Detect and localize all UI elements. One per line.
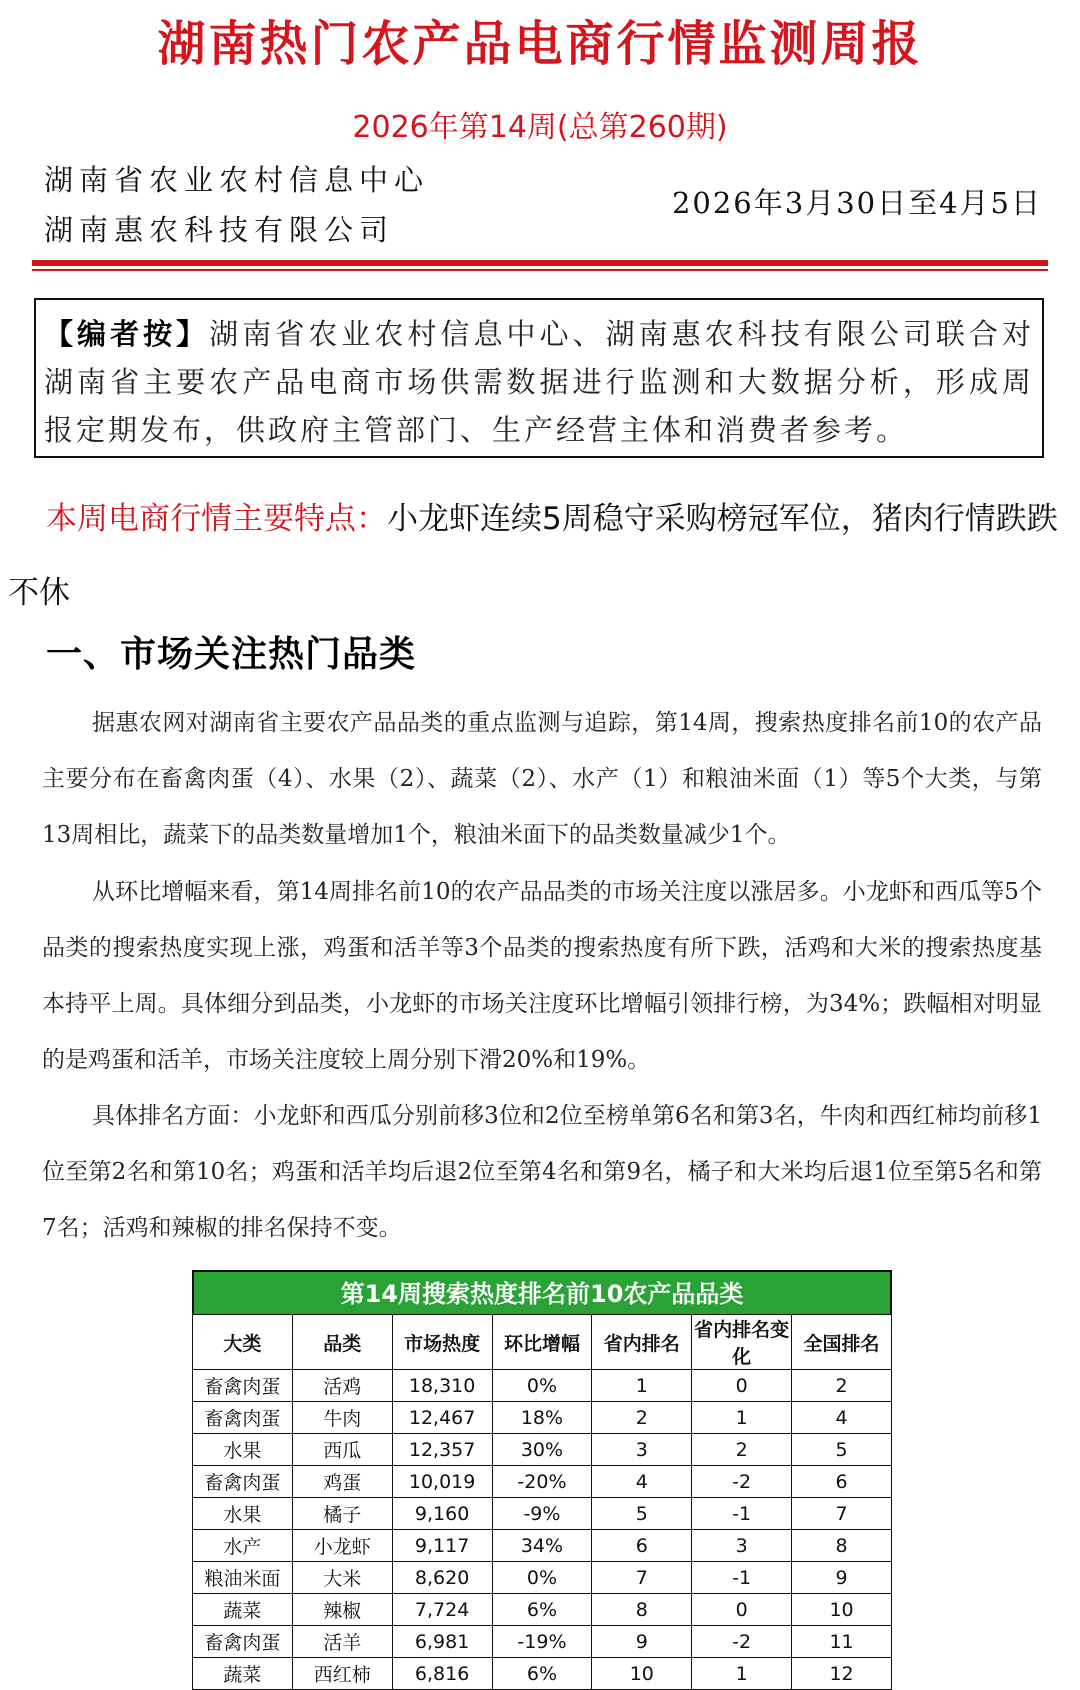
table-row [193,1658,892,1690]
table-cell: 6,981 [392,1626,492,1658]
table-cell: 2 [692,1434,792,1466]
table-cell: 1 [692,1402,792,1434]
date-range: 2026年3月30日至4月5日 [671,186,1042,220]
section-heading: 一、市场关注热门品类 [46,634,417,675]
table-cell: 粮油米面 [193,1562,293,1594]
table-header-row [193,1315,892,1370]
table-cell: 10,019 [392,1466,492,1498]
header-divider-thin [32,269,1048,271]
table-cell: 18,310 [392,1370,492,1402]
table-cell: -2 [692,1466,792,1498]
table-cell: 蔬菜 [193,1658,293,1690]
table-cell: 0 [692,1594,792,1626]
table-header-cell: 市场热度 [392,1315,492,1370]
table-cell: 9 [592,1626,692,1658]
editor-note-box [34,298,1044,458]
table-cell: 畜禽肉蛋 [193,1370,293,1402]
table-row [193,1626,892,1658]
table-cell: 畜禽肉蛋 [193,1466,293,1498]
table-cell: 8 [792,1530,892,1562]
table-row [193,1434,892,1466]
table-cell: 5 [592,1498,692,1530]
table-header-cell: 品类 [292,1315,392,1370]
issue-number: 2026年第14周(总第260期) [352,110,728,145]
table-cell: 1 [692,1658,792,1690]
table-row [193,1498,892,1530]
table-cell: 12,467 [392,1402,492,1434]
table-header-cell: 环比增幅 [492,1315,592,1370]
table-row [193,1370,892,1402]
table-cell: 30% [492,1434,592,1466]
table-cell: 畜禽肉蛋 [193,1626,293,1658]
table-cell: 水果 [193,1498,293,1530]
table-cell: 4 [792,1402,892,1434]
table-row [193,1402,892,1434]
table-cell: 34% [492,1530,592,1562]
table-cell: -1 [692,1562,792,1594]
table-cell: 西红柿 [292,1658,392,1690]
table-cell: -20% [492,1466,592,1498]
table-cell: -9% [492,1498,592,1530]
table-cell: 西瓜 [292,1434,392,1466]
table-cell: 6% [492,1658,592,1690]
table-cell: 活羊 [292,1626,392,1658]
table-cell: 18% [492,1402,592,1434]
table-cell: 0 [692,1370,792,1402]
table-cell: 9,160 [392,1498,492,1530]
table-cell: 0% [492,1562,592,1594]
table-cell: 6% [492,1594,592,1626]
table-cell: 8,620 [392,1562,492,1594]
table-header-cell: 省内排名 [592,1315,692,1370]
table-cell: 水果 [193,1434,293,1466]
table-cell: 活鸡 [292,1370,392,1402]
table-cell: 牛肉 [292,1402,392,1434]
ranking-table [192,1270,892,1690]
table-cell: 4 [592,1466,692,1498]
table-cell: 大米 [292,1562,392,1594]
paragraph-3: 具体排名方面：小龙虾和西瓜分别前移3位和2位至榜单第6名和第3名，牛肉和西红柿均前移1位至第2名和第10名；鸡蛋和活羊均后退2位至第4名和第9名，橘子和大米均后退1位至第5名和第7名；活鸡和辣椒的排名保持不变。 [42,1103,1042,1241]
table-cell: 3 [692,1530,792,1562]
table-cell: 畜禽肉蛋 [193,1402,293,1434]
publisher-line-1: 湖南省农业农村信息中心 [44,163,430,197]
editor-note-lead: 【编者按】 [44,317,210,351]
table-cell: 7 [592,1562,692,1594]
weekly-highlight-text: 小龙虾连续5周稳守采购榜冠军位，猪肉行情跌跌不休 [8,501,1058,611]
table-cell: -2 [692,1626,792,1658]
table-cell: 10 [592,1658,692,1690]
table-cell: 7,724 [392,1594,492,1626]
table-cell: 7 [792,1498,892,1530]
table-cell: -19% [492,1626,592,1658]
table-cell: 8 [592,1594,692,1626]
table-header-cell: 大类 [193,1315,293,1370]
table-cell: 11 [792,1626,892,1658]
table-row [193,1466,892,1498]
table-cell: 6 [792,1466,892,1498]
table-header-cell: 省内排名变化 [692,1315,792,1370]
ranking-table-title: 第14周搜索热度排名前10农产品品类 [192,1270,892,1314]
table-cell: 水产 [193,1530,293,1562]
table-cell: 2 [592,1402,692,1434]
table-cell: 12 [792,1658,892,1690]
table-cell: 0% [492,1370,592,1402]
report-title: 湖南热门农产品电商行情监测周报 [157,16,923,72]
editor-note-text: 湖南省农业农村信息中心、湖南惠农科技有限公司联合对湖南省主要农产品电商市场供需数据进行监测和大数据分析，形成周报定期发布，供政府主管部门、生产经营主体和消费者参考。 [44,317,1034,447]
table-cell: 辣椒 [292,1594,392,1626]
table-cell: 3 [592,1434,692,1466]
ranking-table-grid [192,1314,892,1690]
publisher-line-2: 湖南惠农科技有限公司 [44,213,395,247]
table-cell: 9 [792,1562,892,1594]
table-cell: 橘子 [292,1498,392,1530]
paragraph-1: 据惠农网对湖南省主要农产品品类的重点监测与追踪，第14周，搜索热度排名前10的农产品主要分布在畜禽肉蛋（4）、水果（2）、蔬菜（2）、水产（1）和粮油米面（1）等5个大类，与第13周相比，蔬菜下的品类数量增加1个，粮油米面下的品类数量减少1个。 [42,710,1042,848]
weekly-highlight [8,482,1068,630]
table-cell: 2 [792,1370,892,1402]
table-row [193,1594,892,1626]
table-cell: 10 [792,1594,892,1626]
table-row [193,1562,892,1594]
table-body [193,1370,892,1690]
table-cell: 1 [592,1370,692,1402]
header-divider-thick [32,260,1048,266]
table-header-cell: 全国排名 [792,1315,892,1370]
paragraph-2: 从环比增幅来看，第14周排名前10的农产品品类的市场关注度以涨居多。小龙虾和西瓜等5个品类的搜索热度实现上涨，鸡蛋和活羊等3个品类的搜索热度有所下跌，活鸡和大米的搜索热度基本持平上周。具体细分到品类，小龙虾的市场关注度环比增幅引领排行榜，为34%；跌幅相对明显的是鸡蛋和活羊，市场关注度较上周分别下滑20%和19%。 [42,879,1042,1073]
table-cell: 5 [792,1434,892,1466]
table-cell: 小龙虾 [292,1530,392,1562]
table-cell: 12,357 [392,1434,492,1466]
table-cell: 鸡蛋 [292,1466,392,1498]
table-cell: 6 [592,1530,692,1562]
table-cell: 6,816 [392,1658,492,1690]
table-cell: 9,117 [392,1530,492,1562]
weekly-highlight-label: 本周电商行情主要特点： [46,501,387,537]
table-cell: -1 [692,1498,792,1530]
table-cell: 蔬菜 [193,1594,293,1626]
table-row [193,1530,892,1562]
